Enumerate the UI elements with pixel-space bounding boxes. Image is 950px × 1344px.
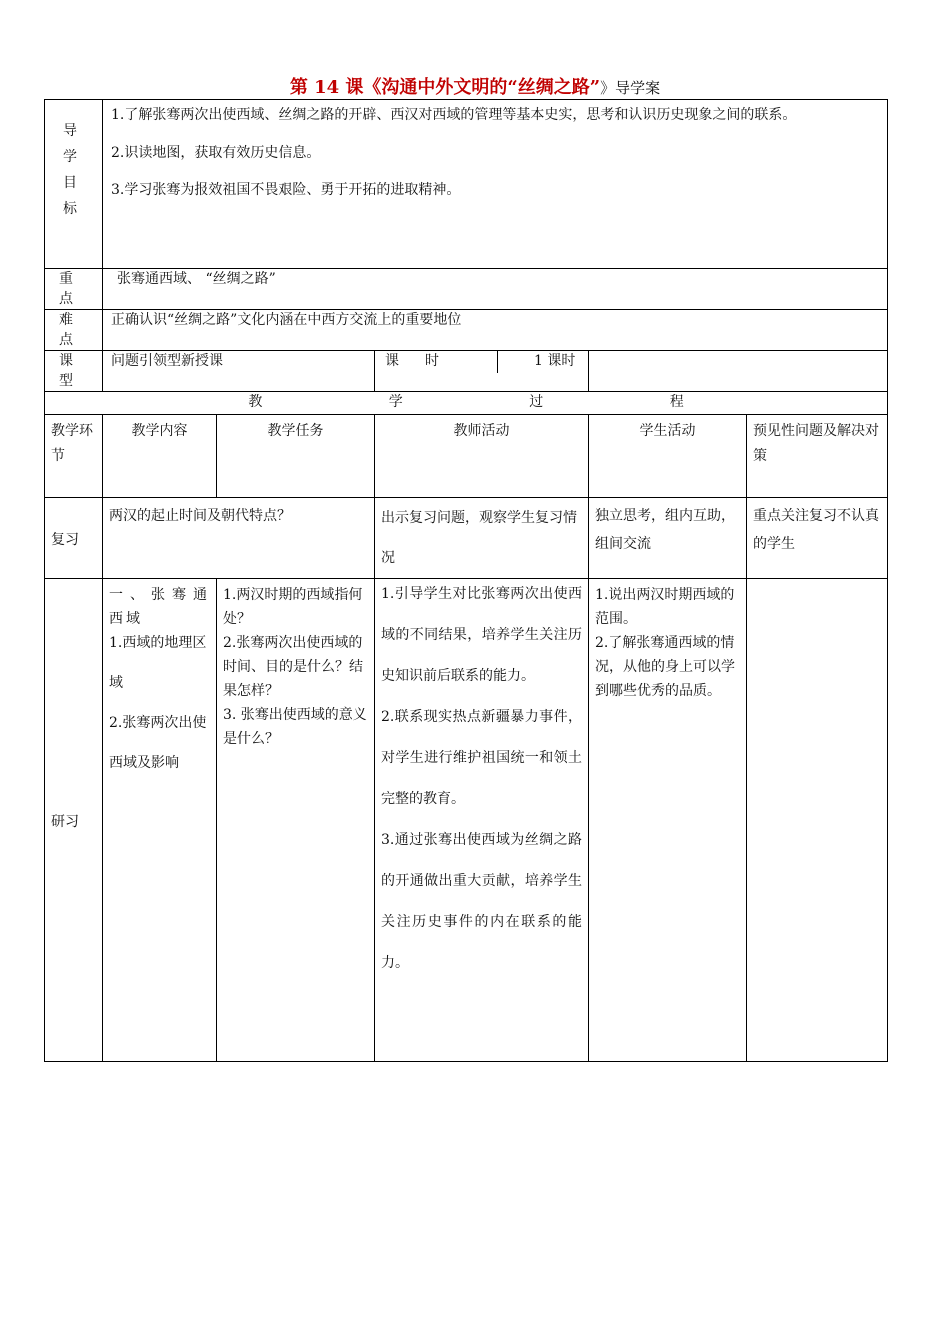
difficult-point-row [45, 310, 888, 351]
process-header-char: 学 [388, 394, 403, 410]
research-stage: 研习 [45, 579, 103, 1062]
title-main: 第 14 课《沟通中外文明的“丝绸之路” [289, 77, 601, 98]
review-teacher: 出示复习问题，观察学生复习情况 [375, 498, 589, 579]
research-teacher-item: 3.通过张骞出使西域为丝绸之路的开通做出重大贡献，培养学生关注历史事件的内在联系的能力。 [381, 832, 582, 971]
objectives-label-line-1: 导学 [63, 123, 95, 165]
research-student-item: 2.了解张骞通西域的情况，从他的身上可以学到哪些优秀的品质。 [595, 635, 735, 699]
lesson-type-value: 问题引领型新授课 [103, 351, 375, 392]
objectives-content [103, 100, 888, 269]
research-content-item: 2.张骞两次出使西域及影响 [109, 715, 207, 771]
key-point-row [45, 269, 888, 310]
lesson-type-row [45, 351, 888, 392]
review-student: 独立思考，组内互助，组间交流 [589, 498, 747, 579]
column-stage: 教学环节 [45, 415, 103, 498]
column-teacher: 教师活动 [375, 415, 589, 498]
research-teacher-item: 2.联系现实热点新疆暴力事件，对学生进行维护祖国统一和领土完整的教育。 [381, 709, 582, 807]
objectives-label [45, 100, 103, 269]
objectives-row [45, 100, 888, 269]
key-point-label: 重点 [45, 269, 103, 310]
lesson-hours-label: 课时 [375, 351, 498, 373]
title-suffix: 》导学案 [600, 79, 661, 97]
process-header [45, 392, 888, 415]
column-header-row [45, 415, 888, 498]
column-content: 教学内容 [103, 415, 217, 498]
column-issues: 预见性问题及解决对策 [747, 415, 888, 498]
objectives-label-line-2: 目标 [63, 175, 95, 217]
difficult-point-value: 正确认识“丝绸之路”文化内涵在中西方交流上的重要地位 [103, 310, 888, 351]
key-point-value: 张骞通西域、 “丝绸之路” [103, 269, 888, 310]
research-issues [747, 579, 888, 1062]
research-content [103, 579, 217, 1062]
lesson-plan-table [44, 99, 888, 1062]
research-task-item: 2.张骞两次出使西域的时间、目的是什么？结果怎样？ [223, 635, 363, 699]
research-student [589, 579, 747, 1062]
process-header-char: 教 [248, 394, 263, 410]
objective-item: 1.了解张骞两次出使西域、丝绸之路的开辟、西汉对西域的管理等基本史实，思考和认识历史现象之间的联系。 [111, 107, 797, 123]
objective-item: 3.学习张骞为报效祖国不畏艰险、勇于开拓的进取精神。 [111, 182, 461, 198]
research-tasks [217, 579, 375, 1062]
difficult-point-label: 难点 [45, 310, 103, 351]
review-content: 两汉的起止时间及朝代特点？ [103, 498, 375, 579]
review-row [45, 498, 888, 579]
process-header-char: 程 [669, 394, 684, 410]
research-teacher [375, 579, 589, 1062]
research-student-item: 1.说出两汉时期西域的范围。 [595, 587, 735, 627]
objective-item: 2.识读地图，获取有效历史信息。 [111, 145, 321, 161]
lesson-hours-cell [375, 351, 589, 392]
lesson-hours-value: 1 课时 [534, 353, 576, 369]
process-header-row [45, 392, 888, 415]
research-content-item: 1.西域的地理区域 [109, 635, 207, 691]
review-issues: 重点关注复习不认真的学生 [747, 498, 888, 579]
research-row [45, 579, 888, 1062]
column-task: 教学任务 [217, 415, 375, 498]
research-task-item: 3. 张骞出使西域的意义是什么？ [223, 707, 367, 747]
lesson-type-label: 课型 [45, 351, 103, 392]
column-student: 学生活动 [589, 415, 747, 498]
research-content-heading: 一、张骞通西域 [109, 587, 210, 627]
review-stage: 复习 [45, 498, 103, 579]
process-header-char: 过 [529, 394, 544, 410]
lesson-hours-filler [589, 351, 888, 392]
research-teacher-item: 1.引导学生对比张骞两次出使西域的不同结果，培养学生关注历史知识前后联系的能力。 [381, 586, 582, 684]
research-task-item: 1.两汉时期的西域指何处？ [223, 587, 363, 627]
